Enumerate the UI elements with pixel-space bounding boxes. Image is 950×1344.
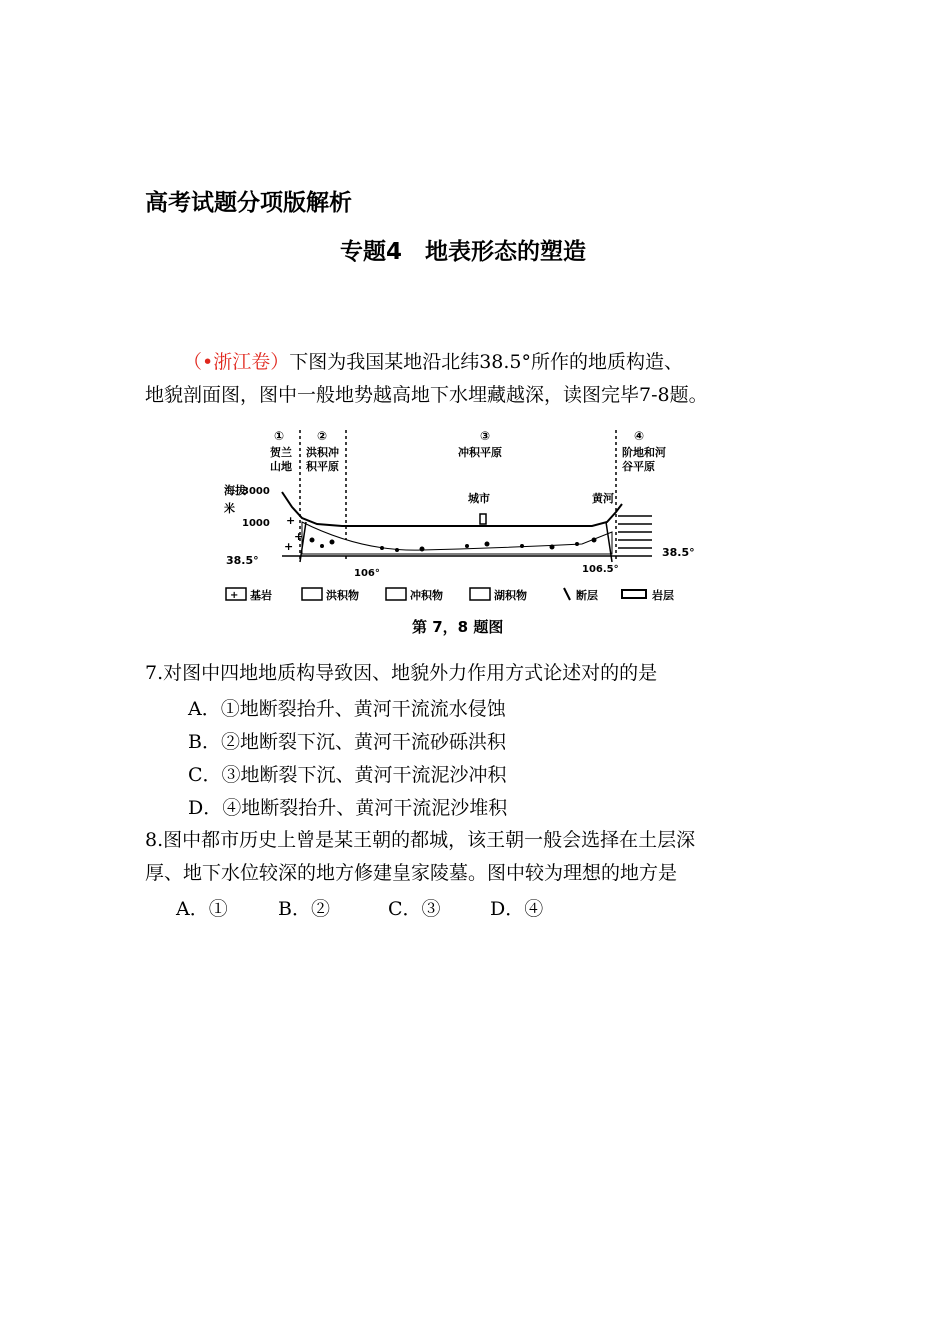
figure-caption: 第 7，8 题图 — [412, 618, 504, 636]
q7-option-d: D．④地断裂抬升、黄河干流泥沙堆积 — [188, 797, 508, 819]
svg-text:+: + — [230, 590, 239, 601]
q8-stem-line2: 厚、地下水位较深的地方修建皇家陵墓。图中较为理想的地方是 — [145, 862, 678, 884]
river-label: 黄河 — [592, 492, 614, 505]
lat-left: 38.5° — [226, 554, 259, 567]
svg-text:+: + — [284, 540, 294, 553]
alt-3000: 3000 — [242, 486, 270, 497]
label-c2: ② — [317, 429, 328, 443]
svg-text:+: + — [294, 530, 304, 543]
intro-line2: 地貌剖面图，图中一般地势越高地下水埋藏越深，读图完毕7-8题。 — [145, 384, 708, 406]
lon-left: 106° — [354, 568, 380, 579]
document-subtitle: 专题4 地表形态的塑造 — [340, 239, 587, 265]
alt-unit: 米 — [224, 502, 235, 515]
alt-1000: 1000 — [242, 518, 270, 529]
label-c4-text1: 阶地和河 — [622, 446, 666, 459]
intro-line1: 下图为我国某地沿北纬38.5°所作的地质构造、 — [289, 351, 684, 373]
q7-option-b: B．②地断裂下沉、黄河干流砂砾洪积 — [188, 731, 506, 753]
q8-option-a: A．① — [176, 898, 228, 920]
q8-stem-line1: 8.图中都市历史上曾是某王朝的都城，该王朝一般会选择在土层深 — [145, 829, 696, 851]
legend-5: 断层 — [576, 589, 598, 602]
city-label: 城市 — [468, 492, 490, 505]
q7-option-c: C．③地断裂下沉、黄河干流泥沙冲积 — [188, 764, 507, 786]
label-c4-text2: 谷平原 — [622, 460, 655, 473]
label-c1-text2: 山地 — [270, 460, 292, 473]
legend-6: 岩层 — [652, 589, 674, 602]
q7-option-a: A．①地断裂抬升、黄河干流流水侵蚀 — [188, 698, 506, 720]
lon-right: 106.5° — [582, 564, 619, 575]
legend-3: 冲积物 — [410, 589, 443, 602]
label-c3-text: 冲积平原 — [458, 446, 502, 459]
legend-2: 洪积物 — [326, 589, 359, 602]
lat-right: 38.5° — [662, 546, 695, 559]
legend-1: 基岩 — [250, 589, 272, 602]
label-c2-text1: 洪积冲 — [306, 446, 339, 459]
q8-option-b: B．② — [278, 898, 330, 920]
label-c4: ④ — [634, 429, 645, 443]
legend-4: 湖积物 — [494, 589, 527, 602]
altitude-label: 海拔 — [224, 484, 246, 497]
cross-section-figure — [222, 422, 712, 640]
label-c1-text1: 贺兰 — [270, 446, 292, 459]
intro-paragraph — [183, 349, 683, 375]
document-title: 高考试题分项版解析 — [145, 190, 352, 216]
label-c3: ③ — [480, 429, 491, 443]
label-c1: ① — [274, 429, 285, 443]
label-c2-text2: 积平原 — [306, 460, 339, 473]
svg-text:+: + — [286, 514, 296, 527]
q8-option-c: C．③ — [388, 898, 441, 920]
q8-option-d: D．④ — [490, 898, 544, 920]
q7-stem: 7.对图中四地地质构导致因、地貌外力作用方式论述对的的是 — [145, 662, 658, 684]
source-tag: （•浙江卷） — [183, 351, 290, 373]
